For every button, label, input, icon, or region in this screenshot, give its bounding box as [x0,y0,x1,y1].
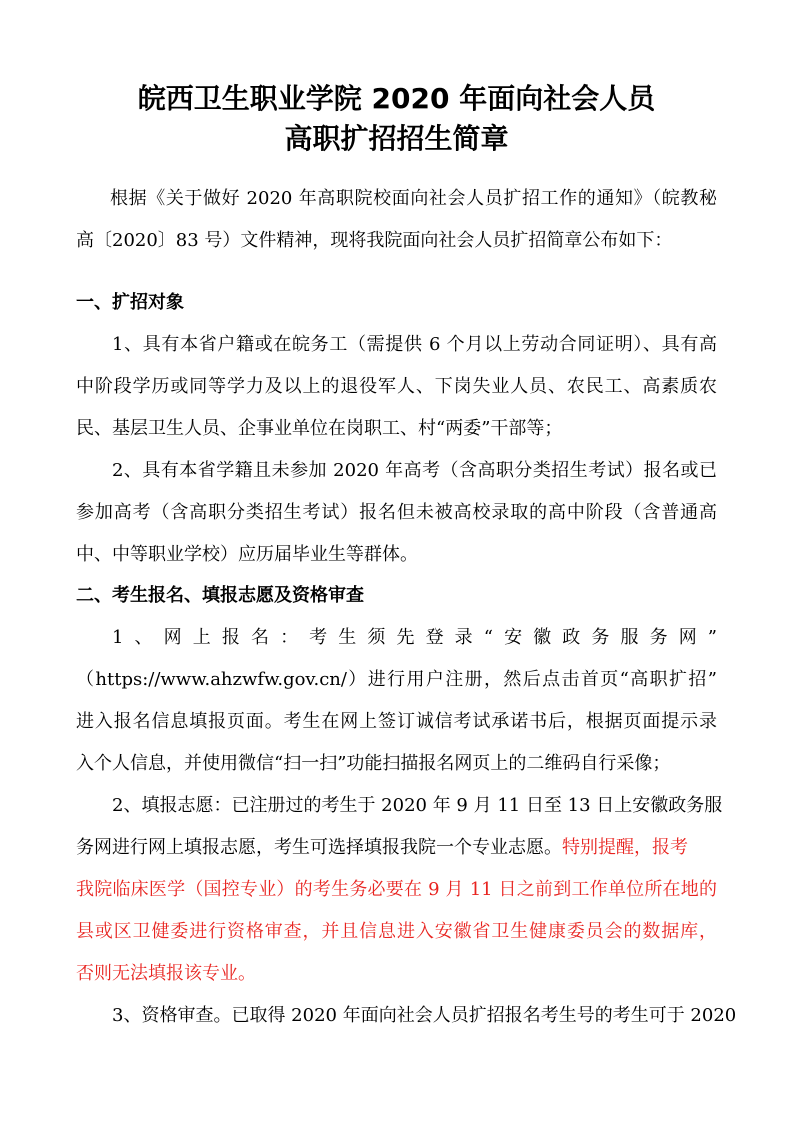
section-2-item-2-line-4: 县或区卫健委进行资格审查，并且信息进入安徽省卫生健康委员会的数据库， [76,921,717,942]
section-2-item-2-line-1: 2、填报志愿：已注册过的考生于 2020 年 9 月 11 日至 13 日上安徽政务服 [112,795,723,816]
section-2-item-1-line-1: 1、网上报名：考生须先登录“安徽政务服务网” [112,627,717,648]
section-2-item-1-line-4: 入个人信息，并使用微信“扫一扫”功能扫描报名网页上的二维码自行采像； [76,753,671,774]
section-1-item-2-line-2: 参加高考（含高职分类招生考试）报名但未被高校录取的高中阶段（含普通高 [76,502,717,523]
section-2-item-2-line-3: 我院临床医学（国控专业）的考生务必要在 9 月 11 日之前到工作单位所在地的 [76,879,717,900]
special-notice-text: 特别提醒，报考 [562,837,688,858]
section-1-item-1-line-1: 1、具有本省户籍或在皖务工（需提供 6 个月以上劳动合同证明）、具有高 [112,334,717,355]
document-title-line-1: 皖西卫生职业学院 2020 年面向社会人员 [137,82,656,115]
section-1-item-2-line-3: 中、中等职业学校）应历届毕业生等群体。 [76,544,418,565]
section-2-item-2-line-2-normal: 务网进行网上填报志愿，考生可选择填报我院一个专业志愿。 [76,837,562,858]
section-2-item-2-line-2 [76,836,717,860]
section-1-item-1-line-2: 中阶段学历或同等学力及以上的退役军人、下岗失业人员、农民工、高素质农 [76,376,717,397]
section-2-item-3-line-1: 3、资格审查。已取得 2020 年面向社会人员扩招报名考生号的考生可于 2020 [112,1005,737,1026]
intro-line-2: 高〔2020〕83 号）文件精神，现将我院面向社会人员扩招简章公布如下： [76,230,673,251]
section-1-item-1-line-3: 民、基层卫生人员、企事业单位在岗职工、村“两委”干部等； [76,418,563,439]
section-2-item-2-line-5: 否则无法填报该专业。 [76,963,256,984]
intro-line-1: 根据《关于做好 2020 年高职院校面向社会人员扩招工作的通知》（皖教秘 [110,188,717,209]
section-2-item-1-line-2: （https://www.ahzwfw.gov.cn/）进行用户注册，然后点击首页“高职扩招” [76,669,717,690]
section-2-item-1-line-3: 进入报名信息填报页面。考生在网上签订诚信考试承诺书后，根据页面提示录 [76,711,717,732]
section-1-item-2-line-1: 2、具有本省学籍且未参加 2020 年高考（含高职分类招生考试）报名或已 [112,460,717,481]
section-1-heading: 一、扩招对象 [76,292,184,313]
section-2-heading: 二、考生报名、填报志愿及资格审查 [76,585,364,606]
document-title-line-2: 高职扩招招生简章 [284,122,509,155]
